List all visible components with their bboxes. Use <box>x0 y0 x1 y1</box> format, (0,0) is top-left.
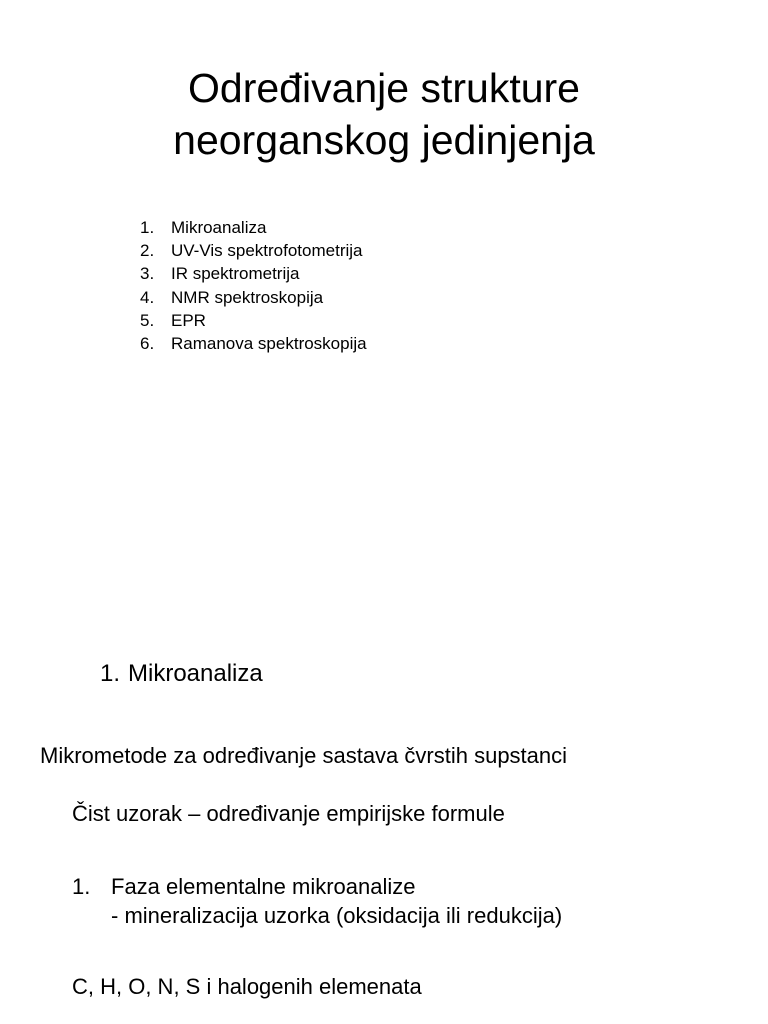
list-item-text: UV-Vis spektrofotometrija <box>171 241 363 261</box>
section-intro: Mikrometode za određivanje sastava čvrstih supstanci <box>40 743 568 768</box>
list-item-number: 6. <box>140 334 155 354</box>
step-number: 1. <box>72 874 91 899</box>
contents-list <box>140 216 367 355</box>
list-item-number: 5. <box>140 310 155 330</box>
page-title <box>0 62 768 166</box>
step-detail: - mineralizacija uzorka (oksidacija ili redukcija) <box>111 903 563 928</box>
list-item-text: Ramanova spektroskopija <box>171 334 367 354</box>
elements-text: C, H, O, N, S i halogenih elemenata <box>72 974 422 999</box>
list-item <box>140 262 367 285</box>
list-item-text: NMR spektroskopija <box>171 287 324 307</box>
section-heading <box>100 659 263 689</box>
list-item-text: Mikroanaliza <box>171 218 267 237</box>
step-title: Faza elementalne mikroanalize <box>111 874 416 899</box>
section-subheading: Čist uzorak – određivanje empirijske formule <box>72 801 505 826</box>
section-number: 1. <box>100 660 121 687</box>
list-item-text: EPR <box>171 310 206 330</box>
list-item <box>140 216 367 239</box>
list-item-number: 2. <box>140 241 155 261</box>
list-item <box>140 286 367 309</box>
list-item <box>140 239 367 262</box>
list-item-number: 1. <box>140 218 155 237</box>
list-item-text: IR spektrometrija <box>171 264 300 284</box>
step-body <box>111 872 562 930</box>
section-title: Mikroanaliza <box>128 660 263 687</box>
title-line-1: Određivanje strukture <box>188 65 580 111</box>
list-item-number: 4. <box>140 287 155 307</box>
list-item <box>140 332 367 355</box>
list-item-number: 3. <box>140 264 155 284</box>
step-item <box>72 872 562 930</box>
list-item <box>140 309 367 332</box>
title-line-2: neorganskog jedinjenja <box>173 117 595 163</box>
